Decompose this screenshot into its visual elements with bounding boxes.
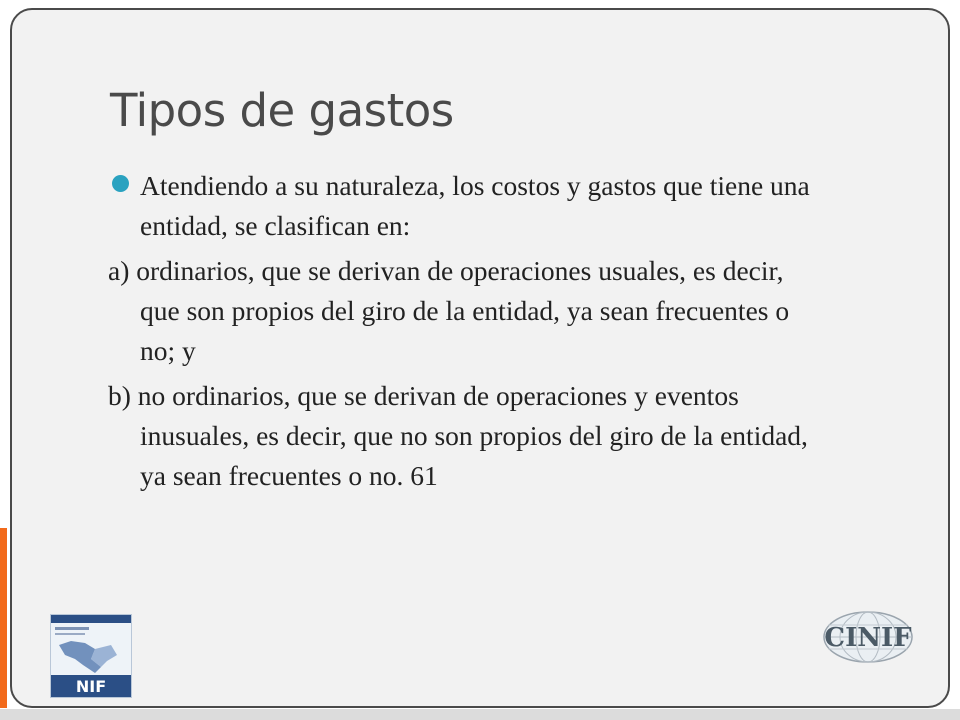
item-a-paragraph bbox=[108, 251, 908, 371]
nif-logo-graphic bbox=[51, 615, 131, 697]
nif-logo-text: NIF bbox=[75, 677, 107, 696]
cinif-logo-graphic bbox=[818, 608, 918, 666]
slide-body bbox=[108, 166, 908, 501]
bottom-strip bbox=[0, 709, 960, 720]
item-a-line-1: a) ordinarios, que se derivan de operaciones usuales, es decir, bbox=[108, 255, 784, 286]
item-a-line-3: no; y bbox=[140, 335, 196, 366]
orange-accent-bar bbox=[0, 528, 7, 708]
nif-book-logo bbox=[50, 614, 132, 698]
bullet-line-1: Atendiendo a su naturaleza, los costos y gastos que tiene una bbox=[140, 170, 810, 201]
bullet-paragraph bbox=[108, 166, 908, 246]
item-b-line-3: ya sean frecuentes o no. 61 bbox=[140, 460, 438, 491]
item-b-line-2: inusuales, es decir, que no son propios del giro de la entidad, bbox=[140, 420, 808, 451]
cinif-logo-text: CINIF bbox=[824, 623, 912, 653]
item-b-paragraph bbox=[108, 376, 908, 496]
bullet-dot-icon bbox=[112, 175, 129, 192]
slide-title: Tipos de gastos bbox=[110, 84, 454, 137]
item-a-line-2: que son propios del giro de la entidad, ya sean frecuentes o bbox=[140, 295, 790, 326]
cinif-logo bbox=[818, 608, 918, 666]
bullet-line-2: entidad, se clasifican en: bbox=[140, 210, 411, 241]
item-b-line-1: b) no ordinarios, que se derivan de operaciones y eventos bbox=[108, 380, 739, 411]
